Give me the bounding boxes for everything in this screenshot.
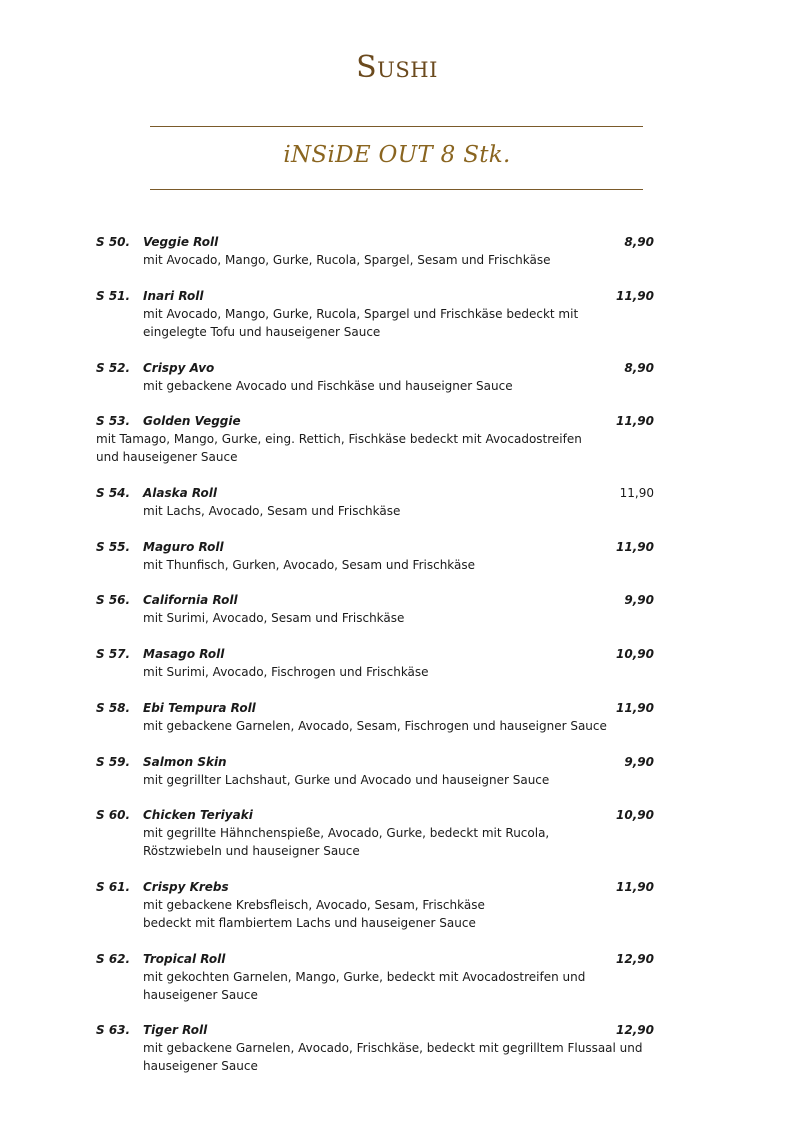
item-description: mit gekochten Garnelen, Mango, Gurke, bedeckt mit Avocadostreifen und — [143, 970, 586, 984]
item-price: 11,90 — [616, 880, 654, 894]
item-description: mit Thunfisch, Gurken, Avocado, Sesam und Frischkäse — [143, 558, 476, 572]
item-code: S 51. — [96, 289, 131, 303]
menu-item-header — [96, 484, 656, 502]
item-name: Tiger Roll — [143, 1023, 208, 1037]
item-code: S 50. — [96, 235, 131, 249]
item-description: bedeckt mit flambiertem Lachs und hauseigener Sauce — [143, 916, 476, 930]
item-description: mit Surimi, Avocado, Fischrogen und Frischkäse — [143, 665, 429, 679]
item-name: Masago Roll — [143, 647, 225, 661]
menu-item-header — [96, 950, 656, 968]
menu-item-header — [96, 538, 656, 556]
item-price: 11,90 — [619, 486, 654, 500]
item-description: mit Tamago, Mango, Gurke, eing. Rettich, Fischkäse bedeckt mit Avocadostreifen — [96, 432, 582, 446]
menu-item-header — [96, 878, 656, 896]
item-name: Maguro Roll — [143, 540, 224, 554]
item-price: 10,90 — [616, 647, 654, 661]
item-name: Crispy Krebs — [143, 880, 229, 894]
menu-item-header — [96, 699, 656, 717]
menu-item — [96, 233, 656, 269]
menu-item-header — [96, 287, 656, 305]
item-code: S 63. — [96, 1023, 131, 1037]
item-name: Salmon Skin — [143, 755, 227, 769]
menu-item-header — [96, 233, 656, 251]
item-description: und hauseigener Sauce — [96, 450, 238, 464]
item-code: S 57. — [96, 647, 131, 661]
item-description: mit gegrillte Hähnchenspieße, Avocado, Gurke, bedeckt mit Rucola, — [143, 826, 550, 840]
item-code: S 52. — [96, 361, 131, 375]
menu-item-header — [96, 412, 656, 430]
menu-item — [96, 359, 656, 395]
item-price: 10,90 — [616, 808, 654, 822]
item-description: mit Avocado, Mango, Gurke, Rucola, Spargel und Frischkäse bedeckt mit — [143, 307, 579, 321]
item-code: S 58. — [96, 701, 131, 715]
menu-item — [96, 1021, 656, 1075]
menu-item — [96, 753, 656, 789]
item-name: Golden Veggie — [143, 414, 241, 428]
item-name: Tropical Roll — [143, 952, 226, 966]
item-description: mit Lachs, Avocado, Sesam und Frischkäse — [143, 504, 401, 518]
item-name: Crispy Avo — [143, 361, 215, 375]
item-description: hauseigener Sauce — [143, 988, 258, 1002]
item-price: 11,90 — [616, 540, 654, 554]
menu-item-header — [96, 806, 656, 824]
item-description: mit gebackene Garnelen, Avocado, Frischkäse, bedeckt mit gegrilltem Flussaal und — [143, 1041, 643, 1055]
item-name: Inari Roll — [143, 289, 204, 303]
item-price: 8,90 — [624, 361, 654, 375]
item-name: Alaska Roll — [143, 486, 218, 500]
menu-item-header — [96, 645, 656, 663]
menu-item-header — [96, 359, 656, 377]
item-description: mit gebackene Avocado und Fischkäse und hauseigner Sauce — [143, 379, 513, 393]
menu-item-header — [96, 1021, 656, 1039]
menu-item — [96, 484, 656, 520]
item-description: hauseigener Sauce — [143, 1059, 258, 1073]
top-divider — [150, 126, 643, 127]
menu-item — [96, 538, 656, 574]
menu-item — [96, 699, 656, 735]
menu-item — [96, 591, 656, 627]
item-code: S 62. — [96, 952, 131, 966]
menu-item-header — [96, 591, 656, 609]
item-code: S 60. — [96, 808, 131, 822]
item-name: California Roll — [143, 593, 238, 607]
page-title: Sushi — [356, 50, 438, 85]
item-code: S 59. — [96, 755, 131, 769]
item-code: S 53. — [96, 414, 131, 428]
item-description: mit gegrillter Lachshaut, Gurke und Avocado und hauseigner Sauce — [143, 773, 550, 787]
item-description: mit Surimi, Avocado, Sesam und Frischkäse — [143, 611, 405, 625]
menu-item — [96, 287, 656, 341]
item-price: 9,90 — [624, 593, 654, 607]
item-price: 8,90 — [624, 235, 654, 249]
item-name: Veggie Roll — [143, 235, 219, 249]
item-description: mit gebackene Garnelen, Avocado, Sesam, Fischrogen und hauseigner Sauce — [143, 719, 607, 733]
item-code: S 54. — [96, 486, 131, 500]
item-price: 12,90 — [616, 1023, 654, 1037]
section-subtitle: iNSiDE OUT 8 Stk. — [283, 142, 511, 168]
menu-item — [96, 878, 656, 932]
menu-item-header — [96, 753, 656, 771]
item-description: mit gebackene Krebsfleisch, Avocado, Sesam, Frischkäse — [143, 898, 485, 912]
item-code: S 61. — [96, 880, 131, 894]
item-price: 11,90 — [616, 414, 654, 428]
item-name: Ebi Tempura Roll — [143, 701, 256, 715]
item-description: mit Avocado, Mango, Gurke, Rucola, Spargel, Sesam und Frischkäse — [143, 253, 551, 267]
item-description: Röstzwiebeln und hauseigner Sauce — [143, 844, 360, 858]
menu-item — [96, 806, 656, 860]
item-description: eingelegte Tofu und hauseigener Sauce — [143, 325, 381, 339]
item-price: 12,90 — [616, 952, 654, 966]
item-price: 9,90 — [624, 755, 654, 769]
menu-item — [96, 645, 656, 681]
item-code: S 56. — [96, 593, 131, 607]
item-name: Chicken Teriyaki — [143, 808, 253, 822]
item-code: S 55. — [96, 540, 131, 554]
item-price: 11,90 — [616, 289, 654, 303]
menu-item — [96, 950, 656, 1004]
bottom-divider — [150, 189, 643, 190]
menu-item — [96, 412, 656, 466]
item-price: 11,90 — [616, 701, 654, 715]
